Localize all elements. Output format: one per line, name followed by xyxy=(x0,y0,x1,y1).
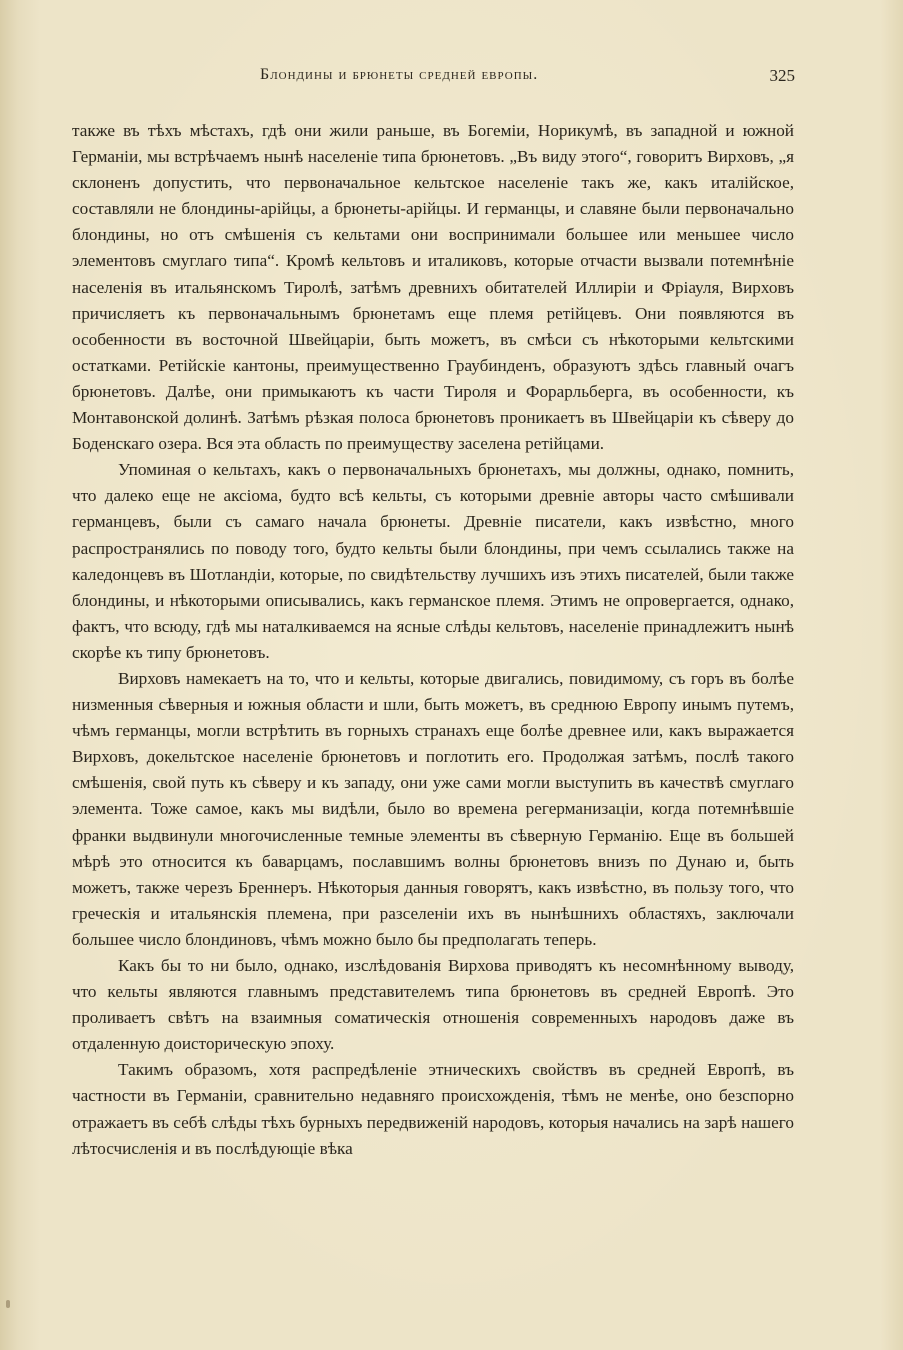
paragraph-2: Упоминая о кельтахъ, какъ о первоначальныхъ брюнетахъ, мы должны, однако, помнить, что далеко еще не аксіома, будто всѣ кельты, съ которыми древніе авторы часто смѣшивали германцевъ, были съ самаго начала брюнеты. Древніе писатели, какъ извѣстно, много распространялись по поводу того, будто кельты были блондины, при чемъ ссылались также на каледонцевъ въ Шотландіи, которые, по свидѣтельству лучшихъ изъ этихъ писателей, были также блондины, и нѣкоторыми описывались, какъ германское племя. Этимъ не опровергается, однако, фактъ, что всюду, гдѣ мы наталкиваемся на ясные слѣды кельтовъ, населеніе принадлежитъ нынѣ скорѣе къ типу брюнетовъ. xyxy=(72,460,794,662)
paragraph-3: Вирховъ намекаетъ на то, что и кельты, которые двигались, повидимому, съ горъ въ болѣе низменныя сѣверныя и южныя области и шли, быть можетъ, въ среднюю Европу инымъ путемъ, чѣмъ германцы, могли встрѣтить въ горныхъ странахъ еще болѣе древнее или, какъ выражается Вирховъ, докельтское населеніе брюнетовъ и поглотить его. Продолжая затѣмъ, послѣ такого смѣшенія, свой путь къ сѣверу и къ западу, они уже сами могли выступить въ качествѣ смуглаго элемента. Тоже самое, какъ мы видѣли, было во времена регерманизаціи, когда потемнѣвшіе франки выдвинули многочисленные темные элементы въ сѣверную Германію. Еще въ большей мѣрѣ это относится къ баварцамъ, пославшимъ волны брюнетовъ внизъ по Дунаю и, быть можетъ, также черезъ Бреннеръ. Нѣкоторыя данныя говорятъ, какъ извѣстно, въ пользу того, что греческія и итальянскія племена, при разселеніи ихъ въ нынѣшнихъ областяхъ, заключали большее число блондиновъ, чѣмъ можно было бы предполагать теперь. xyxy=(72,668,794,949)
paragraph-5: Такимъ образомъ, хотя распредѣленіе этническихъ свойствъ въ средней Европѣ, въ частности въ Германіи, сравнительно недавняго происхожденія, тѣмъ не менѣе, оно безспорно отражаетъ въ себѣ слѣды тѣхъ бурныхъ передвиженій народовъ, которыя начались на зарѣ нашего лѣтосчисленія и въ послѣдующіе вѣка xyxy=(72,1060,794,1158)
page-number: 325 xyxy=(769,66,795,85)
paragraph-4: Какъ бы то ни было, однако, изслѣдованія Вирхова приводятъ къ несомнѣнному выводу, что кельты являются главнымъ представителемъ типа брюнетовъ въ средней Европѣ. Это проливаетъ свѣтъ на взаимныя соматическія отношенія современныхъ народовъ даже въ отдаленную доисторическую эпоху. xyxy=(72,956,794,1054)
running-title: Блондины и брюнеты средней европы. xyxy=(260,66,539,83)
body-text xyxy=(72,118,794,1162)
paper-blemish xyxy=(6,1300,10,1308)
page-header xyxy=(72,66,795,90)
paragraph-1: также въ тѣхъ мѣстахъ, гдѣ они жили раньше, въ Богеміи, Норикумѣ, въ западной и южной Германіи, мы встрѣчаемъ нынѣ населеніе типа брюнетовъ. „Въ виду этого“, говоритъ Вирховъ, „я склоненъ допустить, что первоначальное кельтское населеніе такъ же, какъ италійское, составляли не блондины-арійцы, а брюнеты-арійцы. И германцы, и славяне были первоначально блондины, но отъ смѣшенія съ кельтами они воспринимали большее или меньшее число элементовъ смуглаго типа“. Кромѣ кельтовъ и италиковъ, которые отчасти вызвали потемнѣніе населенія въ итальянскомъ Тиролѣ, затѣмъ древнихъ обитателей Иллиріи и Фріауля, Вирховъ причисляетъ къ первоначальнымъ брюнетамъ еще племя ретійцевъ. Они появляются въ особенности въ восточной Швейцаріи, быть можетъ, въ смѣси съ нѣкоторыми кельтскими остатками. Ретійскіе кантоны, преимущественно Граубинденъ, образуютъ здѣсь главный очагъ брюнетовъ. Далѣе, они примыкаютъ къ части Тироля и Форарльберга, въ особенности, къ Монтавонской долинѣ. Затѣмъ рѣзкая полоса брюнетовъ проникаетъ въ Швейцаріи къ сѣверу до Боденскаго озера. Вся эта область по преимуществу заселена ретійцами. xyxy=(72,121,794,454)
